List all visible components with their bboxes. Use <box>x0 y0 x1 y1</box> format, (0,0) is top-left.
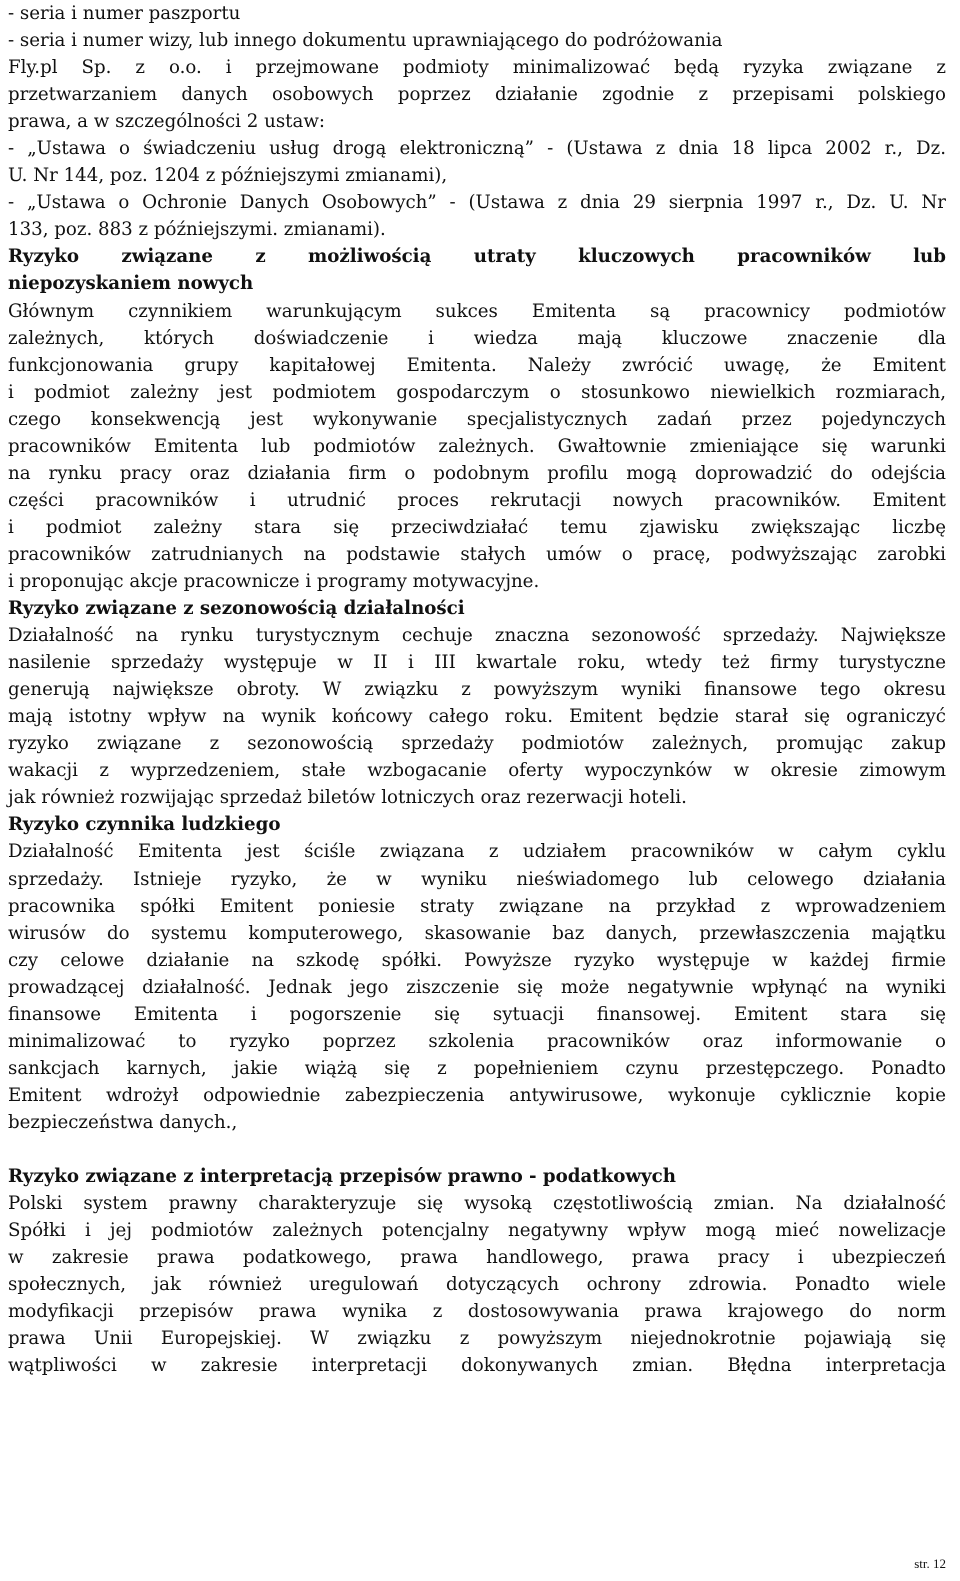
section-heading <box>8 243 946 297</box>
text-line: części pracowników i utrudnić proces rekrutacji nowych pracowników. Emitent <box>8 489 946 511</box>
text-line: - „Ustawa o Ochronie Danych Osobowych” - (Ustawa z dnia 29 sierpnia 1997 r., Dz. U. Nr <box>8 192 946 214</box>
text-line: i podmiot zależny jest podmiotem gospodarczym o stosunkowo niewielkich rozmiarach, <box>8 381 946 403</box>
text-line: Polski system prawny charakteryzuje się wysoką częstotliwością zmian. Na działalność <box>8 1193 946 1215</box>
text-line: i podmiot zależny stara się przeciwdziałać temu zjawisku zwiększając liczbę <box>8 516 946 538</box>
section-body <box>8 1190 946 1379</box>
text-line: - seria i numer wizy, lub innego dokumentu uprawniającego do podróżowania <box>8 30 723 52</box>
blank-line <box>8 1136 946 1163</box>
section-heading: Ryzyko związane z sezonowością działalności <box>8 598 465 620</box>
text-line: czy celowe działanie na szkodę spółki. Powyższe ryzyko występuje w każdej firmie <box>8 949 946 971</box>
text-line: jak również rozwijając sprzedaż biletów lotniczych oraz rezerwacji hoteli. <box>8 787 687 809</box>
text-line: czego konsekwencją jest wykonywanie specjalistycznych zadań przez pojedynczych <box>8 408 946 430</box>
text-line: sprzedaży. Istnieje ryzyko, że w wyniku nieświadomego lub celowego działania <box>8 868 946 890</box>
document-page <box>8 0 946 1379</box>
text-line: sankcjach karnych, jakie wiążą się z popełnieniem czynu przestępczego. Ponadto <box>8 1057 946 1079</box>
text-line: 133, poz. 883 z późniejszymi. zmianami). <box>8 219 386 241</box>
text-line: niepozyskaniem nowych <box>8 273 254 295</box>
text-line: funkcjonowania grupy kapitałowej Emitenta. Należy zwrócić uwagę, że Emitent <box>8 354 946 376</box>
text-line: prowadzącej działalność. Jednak jego ziszczenie się może negatywnie wpłynąć na wyniki <box>8 976 946 998</box>
text-line: nasilenie sprzedaży występuje w II i III kwartale roku, wtedy też firmy turystyczne <box>8 652 946 674</box>
text-line: i proponując akcje pracownicze i programy motywacyjne. <box>8 570 540 592</box>
text-line: generują największe obroty. W związku z powyższym wyniki finansowe tego okresu <box>8 679 946 701</box>
text-line: Ryzyko związane z możliwością utraty kluczowych pracowników lub <box>8 246 946 268</box>
text-line: zależnych, których doświadczenie i wiedza mają kluczowe znaczenie dla <box>8 327 946 349</box>
text-line: Emitent wdrożył odpowiednie zabezpieczenia antywirusowe, wykonuje cyklicznie kopie <box>8 1084 946 1106</box>
text-line: ryzyko związane z sezonowością sprzedaży podmiotów zależnych, promując zakup <box>8 733 946 755</box>
text-line: Działalność Emitenta jest ściśle związana z udziałem pracowników w całym cyklu <box>8 841 946 863</box>
text-line: prawa Unii Europejskiej. W związku z powyższym niejednokrotnie pojawiają się <box>8 1328 946 1350</box>
text-line: pracownika spółki Emitent poniesie straty związane na przykład z wprowadzeniem <box>8 895 946 917</box>
section-human-factor <box>8 811 946 1136</box>
text-line: modyfikacji przepisów prawa wynika z dostosowywania prawa krajowego do norm <box>8 1301 946 1323</box>
text-line: bezpieczeństwa danych., <box>8 1111 238 1133</box>
section-seasonality <box>8 595 946 811</box>
text-line: Spółki i jej podmiotów zależnych potencjalny negatywny wpływ mogą mieć nowelizacje <box>8 1220 946 1242</box>
text-line: pracowników Emitenta lub podmiotów zależnych. Gwałtownie zmieniające się warunki <box>8 435 946 457</box>
text-line: mają istotny wpływ na wynik końcowy całego roku. Emitent będzie starał się ograniczyć <box>8 706 946 728</box>
text-line: minimalizować to ryzyko poprzez szkolenia pracowników oraz informowanie o <box>8 1030 946 1052</box>
text-line: wątpliwości w zakresie interpretacji dokonywanych zmian. Błędna interpretacja <box>8 1355 946 1377</box>
text-line: przetwarzaniem danych osobowych poprzez działanie zgodnie z przepisami polskiego <box>8 84 946 106</box>
section-tax-interpretation <box>8 1163 946 1379</box>
text-line: - seria i numer paszportu <box>8 3 241 24</box>
text-line: Fly.pl Sp. z o.o. i przejmowane podmioty minimalizować będą ryzyka związane z <box>8 57 946 79</box>
text-line: Działalność na rynku turystycznym cechuje znaczna sezonowość sprzedaży. Największe <box>8 625 946 647</box>
text-line: finansowe Emitenta i pogorszenie się sytuacji finansowej. Emitent stara się <box>8 1003 946 1025</box>
page-number: str. 12 <box>914 1556 946 1571</box>
text-line: U. Nr 144, poz. 1204 z późniejszymi zmianami), <box>8 165 448 187</box>
section-heading: Ryzyko związane z interpretacją przepisów prawno - podatkowych <box>8 1165 676 1187</box>
text-line: w zakresie prawa podatkowego, prawa handlowego, prawa pracy i ubezpieczeń <box>8 1247 946 1269</box>
text-line: - „Ustawa o świadczeniu usług drogą elektroniczną” - (Ustawa z dnia 18 lipca 2002 r., Dz. <box>8 138 946 160</box>
text-line: pracowników zatrudnianych na podstawie stałych umów o pracę, podwyższając zarobki <box>8 543 946 565</box>
section-body <box>8 838 946 1136</box>
section-key-employees <box>8 243 946 595</box>
section-body <box>8 298 946 596</box>
text-line: na rynku pracy oraz działania firm o podobnym profilu mogą doprowadzić do odejścia <box>8 462 946 484</box>
text-line: społecznych, jak również uregulowań dotyczących ochrony zdrowia. Ponadto wiele <box>8 1274 946 1296</box>
section-body <box>8 622 946 811</box>
text-line: prawa, a w szczególności 2 ustaw: <box>8 111 326 133</box>
text-line: Głównym czynnikiem warunkującym sukces Emitenta są pracownicy podmiotów <box>8 300 946 322</box>
section-heading: Ryzyko czynnika ludzkiego <box>8 814 281 836</box>
text-line: wakacji z wyprzedzeniem, stałe wzbogacanie oferty wypoczynków w okresie zimowym <box>8 760 946 782</box>
text-line: wirusów do systemu komputerowego, skasowanie baz danych, przewłaszczenia majątku <box>8 922 946 944</box>
intro-block <box>8 0 946 243</box>
